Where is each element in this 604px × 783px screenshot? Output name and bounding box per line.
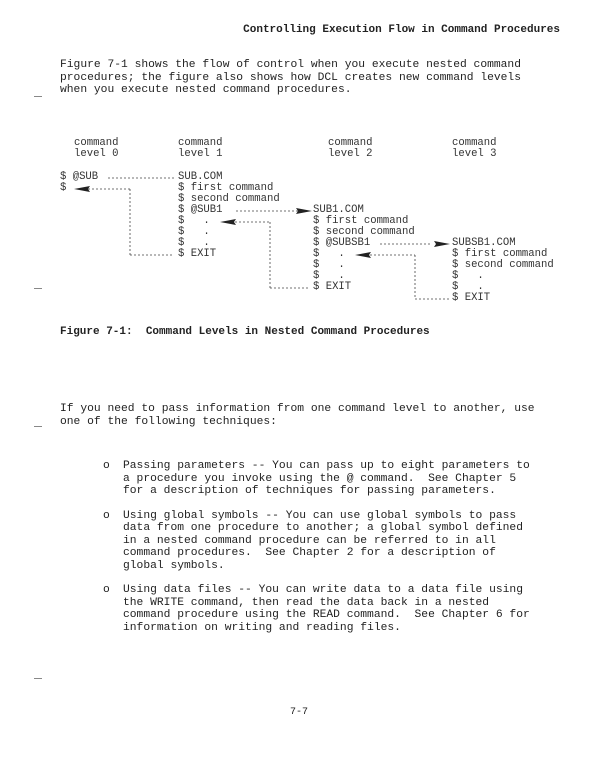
text-line: when you execute nested command procedures. [60, 84, 352, 96]
bullet-marker: o [103, 460, 110, 472]
arrow-left-icon [220, 219, 236, 225]
margin-mark [34, 96, 42, 97]
margin-mark [34, 426, 42, 427]
level-3-commands: SUBSB1.COM $ first command $ second command $ . $ . $ EXIT [452, 237, 554, 304]
page-number: 7-7 [290, 707, 309, 718]
arrow-left-icon [355, 252, 371, 258]
list-item: o Using global symbols -- You can use global symbols to pass data from one procedure to another; a global symbol defined in a nested command procedure can be referred to in all command procedures. See Chapter 2 for a description of global symbols. [103, 509, 523, 572]
bullet-marker: o [103, 509, 110, 522]
level-1-label: command level 1 [178, 137, 223, 160]
margin-mark [34, 678, 42, 679]
arrow-right-icon [434, 241, 450, 247]
level-2-commands: SUB1.COM $ first command $ second command $ @SUBSB1 $ . $ . $ . $ EXIT [313, 204, 415, 293]
text-line: If you need to pass information from one command level to another, use [60, 403, 535, 415]
figure-caption: Figure 7-1: Command Levels in Nested Command Procedures [60, 326, 430, 338]
text-line: procedures; the figure also shows how DCL creates new command levels [60, 71, 521, 84]
arrow-left-icon [74, 186, 90, 192]
body-paragraph [60, 403, 535, 428]
level-2-label: command level 2 [328, 137, 373, 160]
level-0-commands: $ @SUB $ [60, 171, 99, 194]
bullet-marker: o [103, 584, 110, 596]
bullet-list [103, 460, 530, 634]
level-3-label: command level 3 [452, 137, 497, 160]
level-0-label: command level 0 [74, 137, 119, 160]
list-item: o Using data files -- You can write data to a data file using the WRITE command, then read the data back in a nested command procedure using the READ command. See Chapter 6 for information on writing and reading files. [103, 584, 530, 634]
text-line: one of the following techniques: [60, 415, 277, 428]
arrow-right-icon [296, 208, 312, 214]
level-1-commands: SUB.COM $ first command $ second command $ @SUB1 $ . $ . $ . $ EXIT [178, 171, 280, 260]
list-item: o Passing parameters -- You can pass up to eight parameters to a procedure you invoke using the @ command. See Chapter 5 for a description of techniques for passing parameters. [103, 460, 530, 497]
text-line: Figure 7-1 shows the flow of control when you execute nested command [60, 59, 521, 71]
running-header: Controlling Execution Flow in Command Procedures [243, 24, 560, 36]
margin-mark [34, 288, 42, 289]
